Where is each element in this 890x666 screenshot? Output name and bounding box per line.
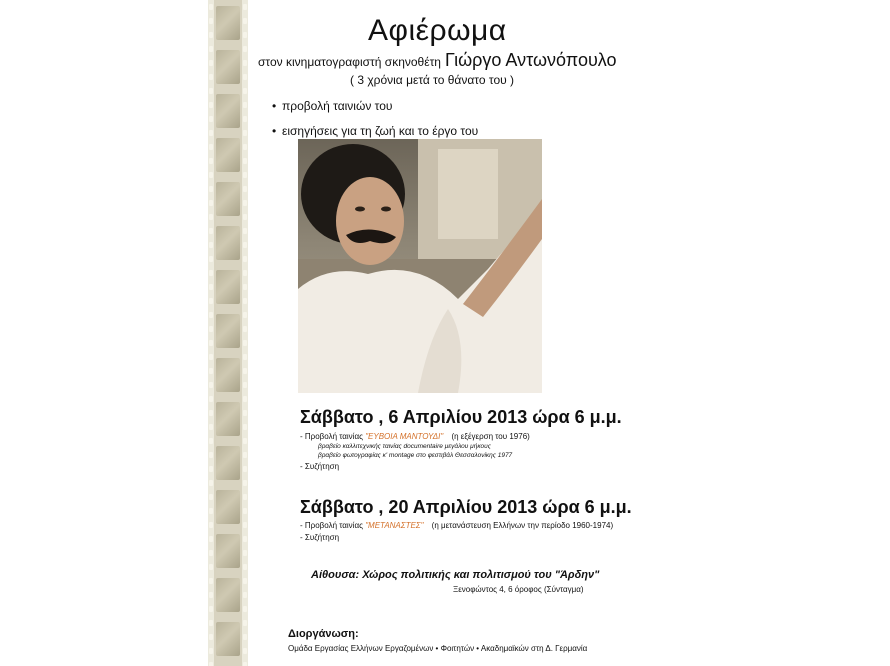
sprocket-hole [243,634,247,640]
poster-subtitle [258,50,617,71]
film-frame [216,50,240,84]
sprocket-hole [209,130,213,136]
film-frame [216,270,240,304]
sprocket-hole [243,130,247,136]
sprocket-hole [209,214,213,220]
sprocket-hole [209,452,213,458]
sprocket-hole [243,256,247,262]
sprocket-hole [209,592,213,598]
director-name: Γιώργο Αντωνόπουλο [444,50,617,70]
portrait-illustration [298,139,542,393]
sprocket-hole [243,228,247,234]
sprocket-hole [209,172,213,178]
sprocket-hole [209,382,213,388]
sprocket-hole [243,452,247,458]
sprocket-hole [209,158,213,164]
event1-award2: βραβείο φωτογραφίας κ' montage στο φεστιβάλ Θεσσαλονίκης 1977 [318,452,513,459]
venue-hall: Αίθουσα: Χώρος πολιτικής και πολιτισμού του "Άρδην" [311,569,600,581]
event2-discussion: - Συζήτηση [300,533,340,542]
director-photo [298,139,542,393]
event1-date: Σάββατο , 6 Απριλίου 2013 ώρα 6 μ.μ. [300,407,622,427]
bullet-text: εισηγήσεις για τη ζωή και το έργο του [282,124,479,138]
sprocket-hole [209,186,213,192]
film-frame [216,534,240,568]
sprocket-hole [243,494,247,500]
venue-address: Ξενοφώντος 4, 6 όροφος (Σύνταγμα) [453,585,584,594]
sprocket-hole [209,662,213,666]
sprocket-hole [209,46,213,52]
bullet-text: προβολή ταινιών του [282,99,393,113]
sprocket-hole [243,522,247,528]
organizer-text: Ομάδα Εργασίας Ελλήνων Εργαζομένων • Φοιτητών • Ακαδημαϊκών στη Δ. Γερμανία [288,644,588,653]
sprocket-hole [209,228,213,234]
sprocket-hole [209,144,213,150]
sprocket-hole [243,648,247,654]
sprocket-hole [243,46,247,52]
sprocket-hole [243,186,247,192]
sprocket-hole [209,340,213,346]
sprocket-hole [243,32,247,38]
film-frame [216,402,240,436]
film-frame [216,622,240,656]
event1-award1: βραβείο καλλιτεχνικής ταινίας documentaire μεγάλου μήκους [318,443,491,450]
sprocket-hole [243,172,247,178]
film-frame [216,6,240,40]
sprocket-hole [209,564,213,570]
sprocket-hole [209,18,213,24]
sprocket-hole [209,284,213,290]
bullet-item [282,99,392,113]
sprocket-hole [209,312,213,318]
sprocket-hole [243,410,247,416]
sprocket-hole [243,368,247,374]
sprocket-hole [209,466,213,472]
bullet-item [282,124,478,138]
organizer-label: Διοργάνωση: [288,628,359,640]
sprocket-hole [243,550,247,556]
film-frame [216,446,240,480]
sprocket-hole [243,424,247,430]
event1-screening [300,432,530,441]
sprocket-hole [209,4,213,10]
event1-film-note: (η εξέγερση του 1976) [451,432,530,441]
sprocket-hole [209,578,213,584]
sprocket-hole [243,4,247,10]
sprocket-hole [243,396,247,402]
sprocket-hole [243,18,247,24]
sprocket-hole [243,242,247,248]
film-frame [216,314,240,348]
event2-screening [300,521,613,530]
sprocket-hole [209,242,213,248]
sprocket-hole [243,508,247,514]
sprocket-hole [243,480,247,486]
sprocket-hole [209,648,213,654]
sprocket-hole [243,620,247,626]
sprocket-hole [243,438,247,444]
sprocket-hole [209,424,213,430]
sprocket-hole [209,256,213,262]
sprocket-hole [209,634,213,640]
sprocket-hole [209,32,213,38]
sprocket-hole [209,480,213,486]
sprocket-hole [209,298,213,304]
sprocket-hole [209,620,213,626]
sprocket-hole [209,326,213,332]
sprocket-hole [243,284,247,290]
event2-screening-prefix: - Προβολή ταινίας [300,521,363,530]
sprocket-hole [243,662,247,666]
film-frame [216,182,240,216]
sprocket-hole [209,522,213,528]
event1-discussion: - Συζήτηση [300,462,340,471]
sprocket-hole [209,550,213,556]
sprocket-hole [243,298,247,304]
sprocket-hole [243,116,247,122]
sprocket-hole [243,312,247,318]
sprocket-hole [243,200,247,206]
sprocket-hole [209,606,213,612]
film-frame [216,490,240,524]
sprocket-hole [243,158,247,164]
sprocket-hole [209,116,213,122]
sprocket-hole [243,88,247,94]
sprocket-hole [209,494,213,500]
film-frame [216,358,240,392]
event1-film-title: "ΕΥΒΟΙΑ ΜΑΝΤΟΥΔΙ" [365,432,444,441]
sprocket-hole [243,60,247,66]
event2-film-note: (η μετανάστευση Ελλήνων την περίοδο 1960-1974) [431,521,614,530]
sprocket-hole [243,606,247,612]
sprocket-hole [243,564,247,570]
sprocket-hole [243,466,247,472]
sprocket-hole [209,438,213,444]
sprocket-hole [209,536,213,542]
sprocket-hole [209,60,213,66]
sprocket-hole [243,102,247,108]
sprocket-hole [209,200,213,206]
sprocket-hole [243,74,247,80]
film-frame [216,226,240,260]
sprocket-hole [243,592,247,598]
film-frame [216,578,240,612]
sprocket-hole [209,396,213,402]
subtitle-prefix: στον κινηματογραφιστή σκηνοθέτη [258,55,441,69]
sprocket-hole [209,410,213,416]
sprocket-hole [243,340,247,346]
sprocket-hole [243,536,247,542]
sprocket-hole [209,102,213,108]
sprocket-hole [209,88,213,94]
sprocket-hole [243,270,247,276]
film-frame [216,138,240,172]
years-note: ( 3 χρόνια μετά το θάνατο του ) [350,73,515,87]
sprocket-hole [209,270,213,276]
poster-title: Αφιέρωμα [368,14,507,47]
film-frame [216,94,240,128]
sprocket-hole [243,326,247,332]
sprocket-hole [209,368,213,374]
sprocket-hole [243,144,247,150]
sprocket-hole [243,578,247,584]
film-strip-decoration [208,0,248,666]
sprocket-hole [209,354,213,360]
sprocket-hole [243,214,247,220]
sprocket-hole [209,508,213,514]
sprocket-hole [243,382,247,388]
event2-film-title: "ΜΕΤΑΝΑΣΤΕΣ" [365,521,424,530]
sprocket-hole [209,74,213,80]
event1-screening-prefix: - Προβολή ταινίας [300,432,363,441]
event2-date: Σάββατο , 20 Απριλίου 2013 ώρα 6 μ.μ. [300,497,632,517]
sprocket-hole [243,354,247,360]
